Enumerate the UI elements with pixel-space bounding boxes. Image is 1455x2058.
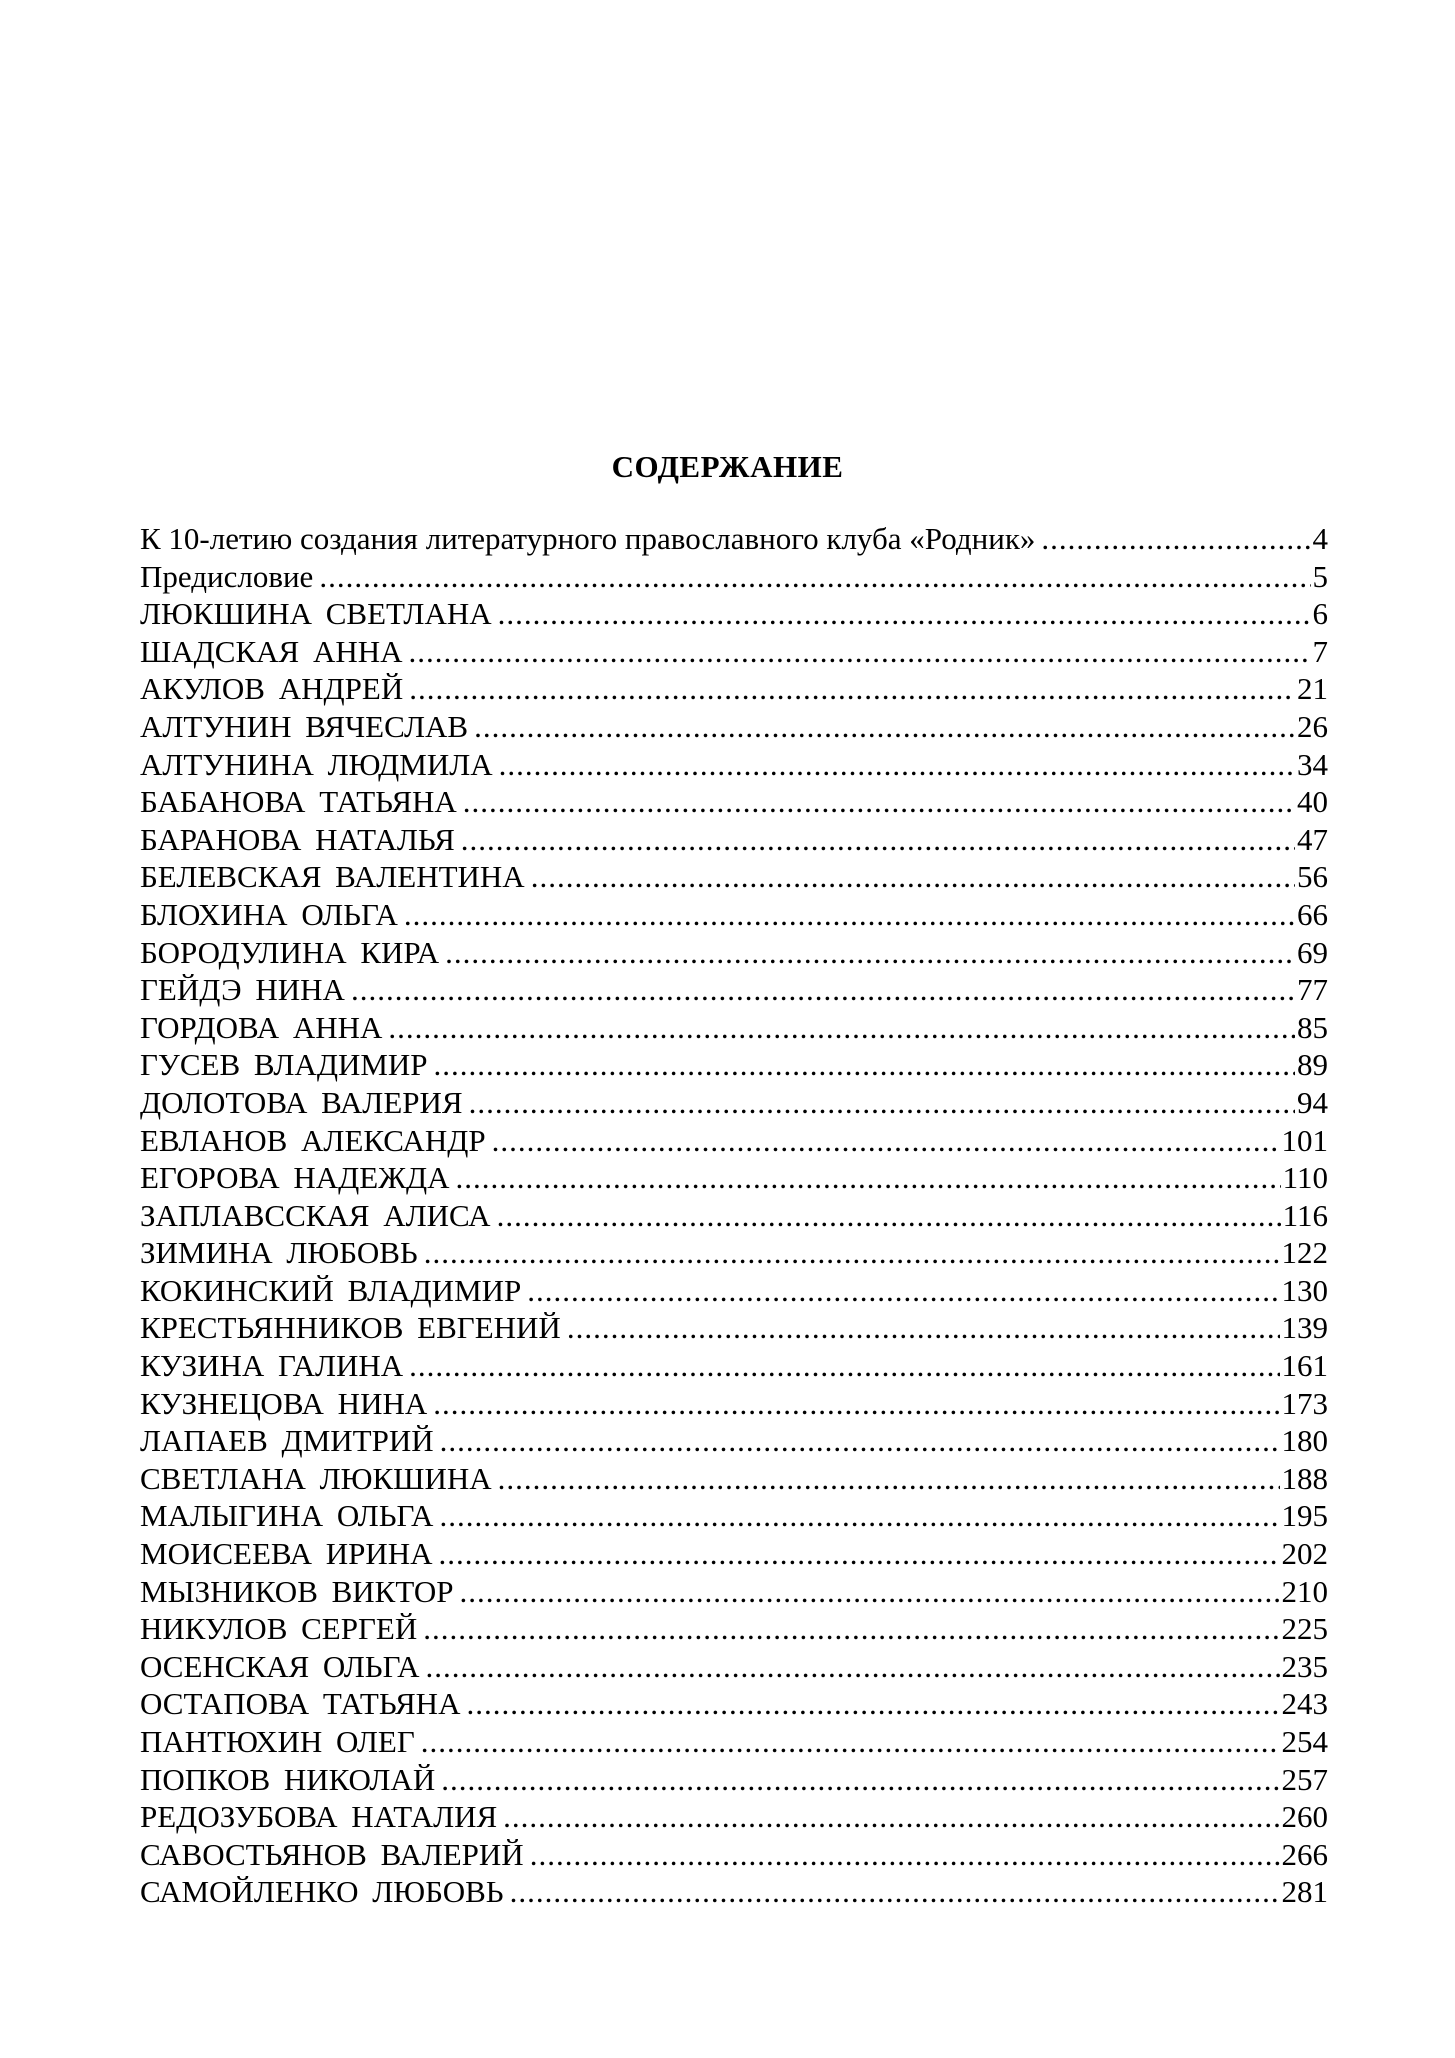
toc-entry-label: МАЛЫГИНА ОЛЬГА [140,1498,434,1534]
toc-entry-label: БОРОДУЛИНА КИРА [140,934,440,970]
toc-entry-label: ДОЛОТОВА ВАЛЕРИЯ [140,1084,463,1120]
toc-entry-label: БАБАНОВА ТАТЬЯНА [140,784,457,820]
toc-page-number: 235 [1281,1648,1328,1684]
toc-entry[interactable] [140,1084,1328,1122]
toc-entry-label: КОКИНСКИЙ ВЛАДИМИР [140,1272,522,1308]
toc-dot-leader [460,1573,1280,1611]
toc-dot-leader [498,595,1311,633]
toc-dot-leader [409,670,1295,708]
toc-page-number: 225 [1281,1611,1328,1647]
toc-entry[interactable] [140,1122,1328,1160]
toc-entry[interactable] [140,633,1328,671]
toc-entry[interactable] [140,971,1328,1009]
toc-entry[interactable] [140,934,1328,972]
toc-dot-leader [461,821,1295,859]
toc-entry-label: БЛОХИНА ОЛЬГА [140,896,398,932]
toc-entry-label: ЗИМИНА ЛЮБОВЬ [140,1235,418,1271]
toc-entry[interactable] [140,1873,1328,1911]
toc-entry-label: КРЕСТЬЯННИКОВ ЕВГЕНИЙ [140,1310,561,1346]
toc-page-number: 188 [1281,1460,1328,1496]
toc-dot-leader [499,746,1295,784]
toc-entry[interactable] [140,1272,1328,1310]
toc-page-number: 21 [1297,671,1328,707]
toc-dot-leader [510,1873,1280,1911]
toc-entry-label: ОСТАПОВА ТАТЬЯНА [140,1686,461,1722]
toc-entry-label: АКУЛОВ АНДРЕЙ [140,671,404,707]
toc-entry[interactable] [140,1009,1328,1047]
toc-page-number: 34 [1297,746,1328,782]
toc-dot-leader [497,1197,1281,1235]
toc-page-number: 4 [1312,521,1328,556]
toc-page-number: 66 [1297,896,1328,932]
toc-dot-leader [426,1648,1280,1686]
toc-dot-leader [439,1497,1279,1535]
toc-dot-leader [434,1046,1295,1084]
toc-dot-leader [404,896,1295,934]
toc-entry-label: ЗАПЛАВССКАЯ АЛИСА [140,1197,491,1233]
toc-entry[interactable] [140,1159,1328,1197]
toc-entry[interactable] [140,1761,1328,1799]
toc-entry[interactable] [140,1723,1328,1761]
toc-dot-leader [441,1761,1279,1799]
toc-dot-leader [466,1685,1279,1723]
toc-entry[interactable] [140,520,1328,558]
toc-entry-label: ПОПКОВ НИКОЛАЙ [140,1761,436,1797]
toc-page-number: 210 [1281,1573,1328,1609]
toc-page-number: 89 [1297,1047,1328,1083]
toc-entry-label: СВЕТЛАНА ЛЮКШИНА [140,1460,492,1496]
toc-dot-leader [492,1122,1280,1160]
toc-page-number: 77 [1297,972,1328,1008]
toc-dot-leader [409,1347,1279,1385]
toc-entry[interactable] [140,1422,1328,1460]
toc-entry[interactable] [140,1685,1328,1723]
toc-page-number: 40 [1297,784,1328,820]
toc-entry-label: БЕЛЕВСКАЯ ВАЛЕНТИНА [140,859,525,895]
toc-dot-leader [440,1422,1280,1460]
toc-page-number: 254 [1281,1724,1328,1759]
toc-entry-label: БАРАНОВА НАТАЛЬЯ [140,821,455,857]
toc-entry[interactable] [140,1385,1328,1423]
toc-entry[interactable] [140,783,1328,821]
toc-entry-label: К 10-летию создания литературного православного клуба «Родник» [140,521,1036,556]
toc-page-number: 180 [1281,1423,1328,1459]
toc-dot-leader [409,633,1311,671]
toc-dot-leader [421,1723,1280,1761]
toc-entry[interactable] [140,708,1328,746]
toc-page-number: 243 [1281,1686,1328,1722]
toc-entry[interactable] [140,1309,1328,1347]
page-title: СОДЕРЖАНИЕ [611,449,844,484]
toc-page-number: 161 [1281,1348,1328,1384]
toc-entry-label: ЛАПАЕВ ДМИТРИЙ [140,1423,434,1459]
toc-entry-label: ГУСЕВ ВЛАДИМИР [140,1047,428,1083]
toc-dot-leader [433,1385,1279,1423]
toc-dot-leader [530,1836,1280,1874]
toc-page-number: 85 [1297,1009,1328,1045]
toc-page-number: 173 [1281,1385,1328,1421]
toc-entry-label: ГОРДОВА АННА [140,1009,383,1045]
toc-entry-label: ЕВЛАНОВ АЛЕКСАНДР [140,1122,486,1158]
toc-page-number: 69 [1297,934,1328,970]
toc-entry-label: РЕДОЗУБОВА НАТАЛИЯ [140,1799,498,1835]
toc-page-number: 94 [1297,1084,1328,1120]
toc-dot-leader [503,1798,1279,1836]
toc-entry[interactable] [140,1836,1328,1874]
toc-entry[interactable] [140,1197,1328,1235]
toc-entry-label: САМОЙЛЕНКО ЛЮБОВЬ [140,1874,504,1910]
toc-page-number: 6 [1312,596,1328,632]
toc-dot-leader [439,1535,1280,1573]
toc-entry[interactable] [140,896,1328,934]
toc-entry-label: ШАДСКАЯ АННА [140,633,403,669]
toc-entry[interactable] [140,1798,1328,1836]
toc-entry-label: ЕГОРОВА НАДЕЖДА [140,1160,450,1196]
toc-entry[interactable] [140,1610,1328,1648]
toc-page-number: 26 [1297,708,1328,744]
toc-entry[interactable] [140,1648,1328,1686]
toc-entry[interactable] [140,1497,1328,1535]
toc-entry[interactable] [140,558,1328,596]
toc-entry-label: НИКУЛОВ СЕРГЕЙ [140,1611,418,1647]
toc-entry[interactable] [140,1347,1328,1385]
toc-page-number: 116 [1282,1197,1328,1233]
toc-dot-leader [445,934,1295,972]
toc-entry[interactable] [140,595,1328,633]
toc-page-number: 110 [1282,1160,1328,1196]
toc-dot-leader [463,783,1295,821]
toc-dot-leader [424,1234,1280,1272]
toc-dot-leader [351,971,1295,1009]
toc-entry-label: КУЗНЕЦОВА НИНА [140,1385,428,1421]
toc-page-number: 257 [1281,1761,1328,1797]
toc-entry[interactable] [140,821,1328,859]
toc-entry[interactable] [140,1234,1328,1272]
toc-dot-leader [474,708,1295,746]
toc-dot-leader [423,1610,1279,1648]
toc-entry-label: АЛТУНИНА ЛЮДМИЛА [140,746,493,782]
toc-page-number: 195 [1281,1498,1328,1534]
toc-dot-leader [319,558,1310,596]
toc-entry[interactable] [140,670,1328,708]
toc-page-number: 56 [1297,859,1328,895]
toc-entry-label: КУЗИНА ГАЛИНА [140,1348,404,1384]
toc-dot-leader [527,1272,1279,1310]
toc-page-number: 281 [1281,1874,1328,1910]
toc-entry[interactable] [140,1573,1328,1611]
toc-entry-label: ГЕЙДЭ НИНА [140,972,345,1008]
toc-entry[interactable] [140,1046,1328,1084]
toc-entry-label: МЫЗНИКОВ ВИКТОР [140,1573,454,1609]
toc-entry-label: Предисловие [140,558,314,594]
toc-page-number: 130 [1281,1272,1328,1308]
table-of-contents [140,520,1328,1911]
toc-page-number: 266 [1281,1836,1328,1872]
toc-page-number: 101 [1281,1122,1328,1158]
toc-dot-leader [469,1084,1295,1122]
toc-entry-label: ПАНТЮХИН ОЛЕГ [140,1724,415,1759]
toc-page-number: 5 [1312,558,1328,594]
toc-entry-label: МОИСЕЕВА ИРИНА [140,1536,433,1572]
toc-entry-label: САВОСТЬЯНОВ ВАЛЕРИЙ [140,1836,524,1872]
toc-entry-label: АЛТУНИН ВЯЧЕСЛАВ [140,708,469,744]
toc-dot-leader [531,858,1295,896]
toc-entry[interactable] [140,1460,1328,1498]
toc-dot-leader [498,1460,1280,1498]
toc-page-number: 47 [1297,821,1328,857]
toc-entry-label: ЛЮКШИНА СВЕТЛАНА [140,596,492,632]
toc-dot-leader [388,1009,1295,1047]
toc-dot-leader [456,1159,1281,1197]
toc-entry[interactable] [140,746,1328,784]
toc-page-number: 7 [1312,633,1328,669]
toc-page-number: 139 [1281,1310,1328,1346]
toc-page-number: 260 [1281,1799,1328,1835]
toc-dot-leader [567,1309,1280,1347]
toc-entry[interactable] [140,1535,1328,1573]
toc-entry[interactable] [140,858,1328,896]
toc-dot-leader [1041,520,1310,558]
toc-page-number: 122 [1281,1235,1328,1271]
toc-entry-label: ОСЕНСКАЯ ОЛЬГА [140,1648,420,1684]
toc-page-number: 202 [1281,1536,1328,1572]
